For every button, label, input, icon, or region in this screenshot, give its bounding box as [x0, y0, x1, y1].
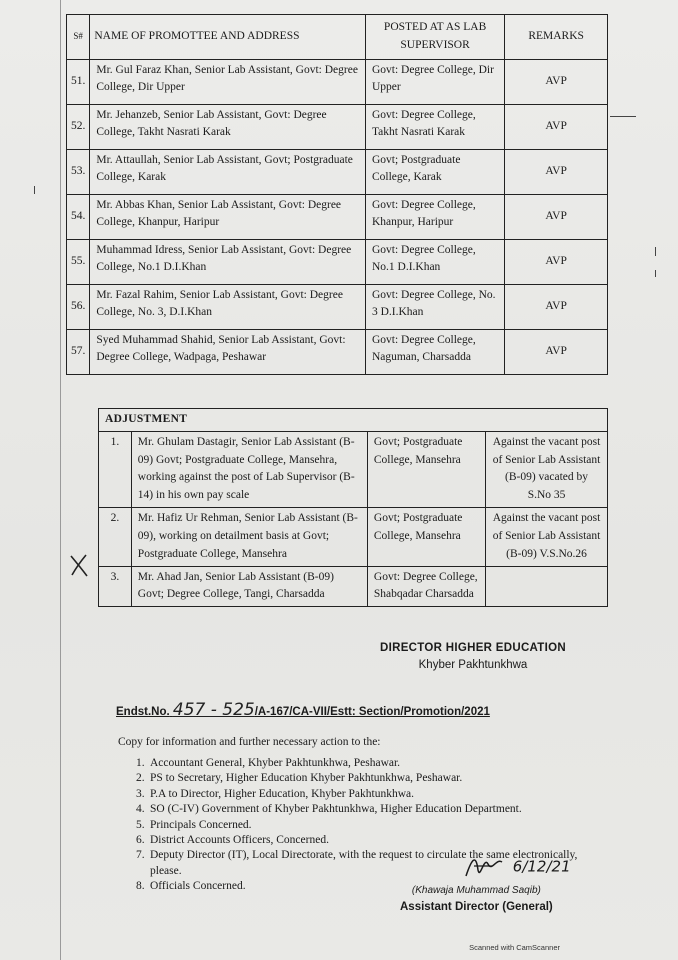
row-remarks: AVP	[505, 194, 608, 239]
table-row	[99, 566, 608, 607]
officer-name: (Khawaja Muhammad Saqib)	[411, 885, 541, 896]
table-row	[67, 284, 608, 329]
row-posted: Govt: Degree College, Dir Upper	[365, 59, 504, 104]
table-row	[99, 431, 608, 507]
row-sno: 53.	[67, 149, 90, 194]
list-item-number: 5.	[136, 818, 145, 831]
row-posted: Govt: Degree College, Khanpur, Haripur	[365, 194, 504, 239]
list-item-text: SO (C-IV) Government of Khyber Pakhtunkhwa, Higher Education Department.	[150, 803, 522, 816]
row-posted: Govt; Postgraduate College, Mansehra	[367, 508, 485, 566]
row-sno: 57.	[67, 329, 90, 374]
row-posted: Govt: Degree College, Takht Nasrati Karak	[365, 104, 504, 149]
list-item-text: Accountant General, Khyber Pakhtunkhwa, Peshawar.	[150, 757, 401, 769]
director-title: DIRECTOR HIGHER EDUCATION	[380, 642, 566, 654]
row-sno: 51.	[67, 59, 90, 104]
list-item-number: 7.	[136, 849, 145, 862]
adjustment-table	[98, 408, 608, 607]
list-item	[136, 818, 596, 833]
edge-mark	[34, 186, 35, 194]
row-name: Mr. Ahad Jan, Senior Lab Assistant (B-09) Govt; Degree College, Tangi, Charsadda	[131, 566, 367, 607]
row-posted: Govt: Degree College, No.1 D.I.Khan	[365, 239, 504, 284]
list-item-text: Deputy Director (IT), Local Directorate, with the request to circulate the same electronically, please.	[150, 849, 578, 877]
row-sno: 54.	[67, 194, 90, 239]
endorsement-suffix: /A-167/CA-VII/Estt: Section/Promotion/2021	[254, 706, 490, 718]
row-posted: Govt: Degree College, Naguman, Charsadda	[365, 329, 504, 374]
scanner-watermark: Scanned with CamScanner	[469, 943, 560, 952]
list-item	[136, 833, 596, 848]
endorsement-prefix: Endst.No.	[116, 706, 170, 718]
edge-mark	[655, 270, 656, 277]
list-item-number: 2.	[136, 772, 145, 785]
copy-intro: Copy for information and further necessary action to the:	[118, 736, 381, 748]
list-item-text: PS to Secretary, Higher Education Khyber Pakhtunkhwa, Peshawar.	[150, 772, 463, 785]
table-row	[67, 329, 608, 374]
row-posted: Govt: Degree College, No. 3 D.I.Khan	[365, 284, 504, 329]
adjustment-heading-row	[99, 409, 608, 432]
header-posted: POSTED AT AS LAB SUPERVISOR	[365, 15, 504, 60]
row-remarks: AVP	[505, 104, 608, 149]
row-name: Syed Muhammad Shahid, Senior Lab Assistant, Govt: Degree College, Wadpaga, Peshawar	[90, 329, 366, 374]
header-name: NAME OF PROMOTTEE AND ADDRESS	[90, 15, 366, 60]
table-row	[67, 239, 608, 284]
officer-block	[400, 884, 553, 915]
list-item	[136, 802, 596, 817]
director-subtitle: Khyber Pakhtunkhwa	[418, 658, 528, 671]
list-item-text: Officials Concerned.	[150, 880, 246, 893]
list-item-number: 1.	[136, 757, 145, 769]
adjustment-heading: ADJUSTMENT	[99, 409, 608, 432]
row-no: 1.	[99, 431, 132, 507]
list-item-number: 8.	[136, 880, 145, 893]
list-item-text: District Accounts Officers, Concerned.	[150, 834, 329, 847]
handwritten-signature	[462, 852, 571, 882]
row-name: Mr. Gul Faraz Khan, Senior Lab Assistant, Govt: Degree College, Dir Upper	[90, 59, 366, 104]
handwritten-x-mark	[68, 552, 90, 578]
row-remarks: Against the vacant post of Senior Lab Assistant (B-09) V.S.No.26	[486, 508, 608, 566]
signature-date: 6/12/21	[512, 857, 571, 876]
row-remarks: AVP	[505, 284, 608, 329]
row-posted: Govt: Degree College, Shabqadar Charsadda	[367, 566, 485, 607]
list-item-text: P.A to Director, Higher Education, Khyber Pakhtunkhwa.	[150, 787, 414, 800]
table-row	[99, 508, 608, 566]
endorsement-line	[116, 700, 490, 720]
promotion-table	[66, 14, 608, 375]
list-item-number: 4.	[136, 803, 145, 816]
edge-mark	[655, 247, 656, 256]
row-no: 2.	[99, 508, 132, 566]
table-row	[67, 194, 608, 239]
row-remarks: AVP	[505, 239, 608, 284]
row-name: Mr. Abbas Khan, Senior Lab Assistant, Govt: Degree College, Khanpur, Haripur	[90, 194, 366, 239]
signature-scribble-icon	[462, 852, 508, 882]
row-name: Mr. Fazal Rahim, Senior Lab Assistant, Govt: Degree College, No. 3, D.I.Khan	[90, 284, 366, 329]
endorsement-handwritten-number: 457 - 525	[172, 700, 255, 720]
list-item	[136, 756, 596, 771]
row-remarks: AVP	[505, 59, 608, 104]
row-remarks	[486, 566, 608, 607]
row-sno: 52.	[67, 104, 90, 149]
list-item-number: 3.	[136, 787, 145, 800]
list-item	[136, 771, 596, 786]
header-remarks: REMARKS	[505, 15, 608, 60]
header-sno: S#	[67, 15, 90, 60]
director-signature-block	[380, 640, 566, 673]
table-row	[67, 149, 608, 194]
row-name: Muhammad Idress, Senior Lab Assistant, Govt: Degree College, No.1 D.I.Khan	[90, 239, 366, 284]
row-name: Mr. Ghulam Dastagir, Senior Lab Assistant (B-09) Govt; Postgraduate College, Mansehra, working against the post of Lab Supervisor (B-14) in his own pay scale	[131, 431, 367, 507]
table-header-row	[67, 15, 608, 60]
table-row	[67, 59, 608, 104]
row-remarks: AVP	[505, 329, 608, 374]
list-item-text: Principals Concerned.	[150, 818, 252, 831]
row-name: Mr. Hafiz Ur Rehman, Senior Lab Assistant (B-09), working on detailment basis at Govt; Postgraduate College, Mansehra	[131, 508, 367, 566]
row-name: Mr. Attaullah, Senior Lab Assistant, Govt; Postgraduate College, Karak	[90, 149, 366, 194]
officer-designation: Assistant Director (General)	[400, 900, 553, 913]
row-remarks: AVP	[505, 149, 608, 194]
row-sno: 55.	[67, 239, 90, 284]
row-posted: Govt; Postgraduate College, Mansehra	[367, 431, 485, 507]
row-no: 3.	[99, 566, 132, 607]
margin-line	[60, 0, 61, 960]
list-item	[136, 787, 596, 802]
row-posted: Govt; Postgraduate College, Karak	[365, 149, 504, 194]
list-item-number: 6.	[136, 834, 145, 847]
edge-mark	[610, 116, 636, 117]
row-name: Mr. Jehanzeb, Senior Lab Assistant, Govt: Degree College, Takht Nasrati Karak	[90, 104, 366, 149]
row-sno: 56.	[67, 284, 90, 329]
row-remarks: Against the vacant post of Senior Lab Assistant (B-09) vacated by S.No 35	[486, 431, 608, 507]
table-row	[67, 104, 608, 149]
